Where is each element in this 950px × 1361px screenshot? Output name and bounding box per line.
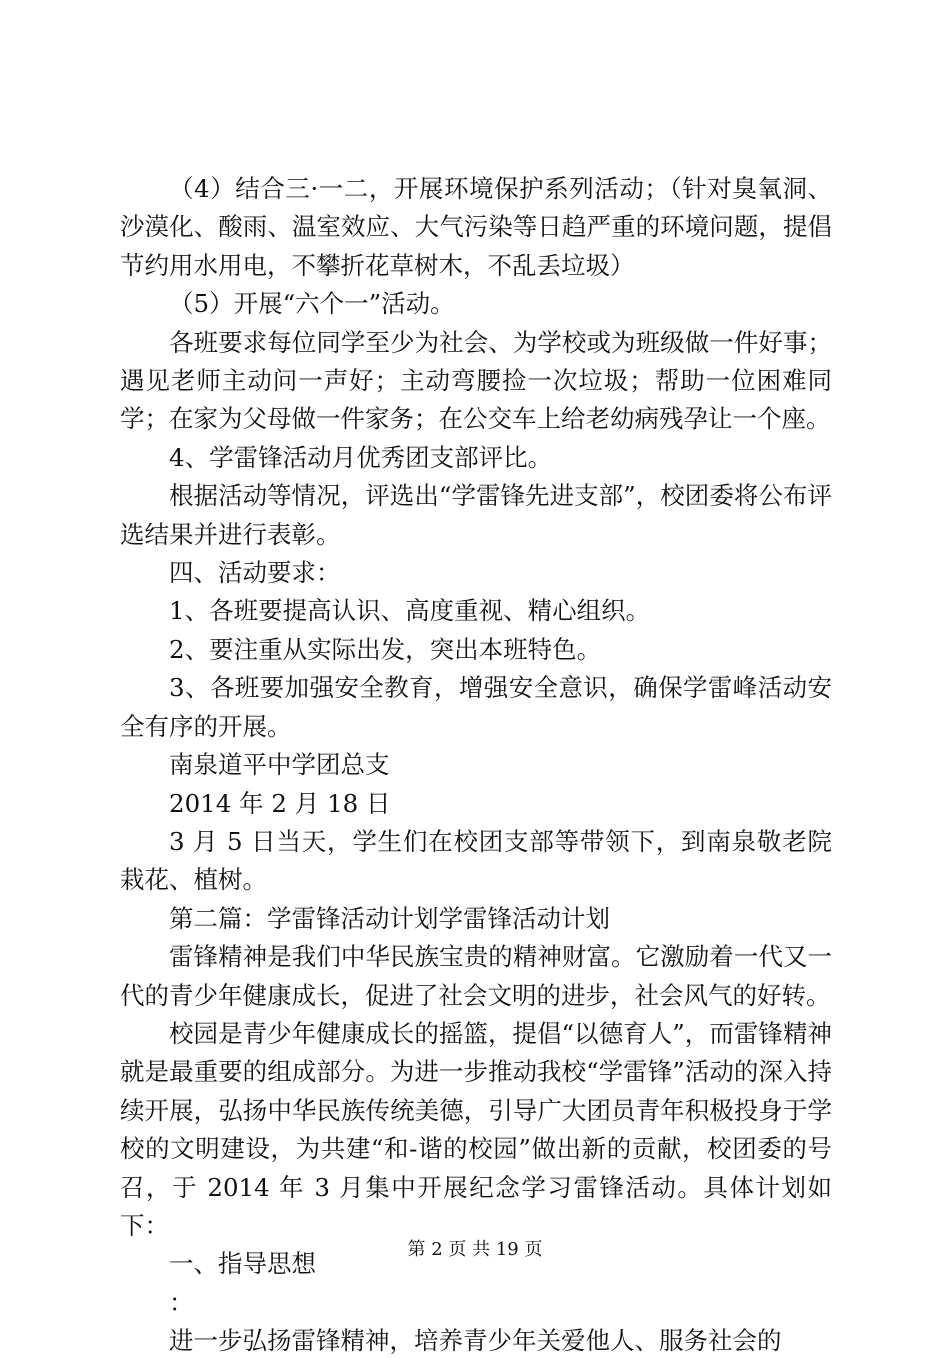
paragraph: 根据活动等情况，评选出“学雷锋先进支部”，校团委将公布评选结果并进行表彰。	[120, 481, 832, 549]
paragraph: 3、各班要加强安全教育，增强安全意识，确保学雷峰活动安全有序的开展。	[120, 673, 832, 741]
paragraph: 2、要注重从实际出发，突出本班特色。	[169, 634, 602, 664]
document-body	[120, 170, 832, 1361]
section-heading: 一、指导思想	[169, 1249, 316, 1279]
chapter-title: 第二篇：学雷锋活动计划学雷锋活动计划	[169, 903, 610, 933]
paragraph: 雷锋精神是我们中华民族宝贵的精神财富。它激励着一代又一代的青少年健康成长，促进了社会文明的进步，社会风气的好转。	[120, 942, 832, 1010]
section-heading: 四、活动要求：	[169, 558, 341, 588]
signature-date: 2014 年 2 月 18 日	[169, 788, 391, 818]
signature-org: 南泉道平中学团总支	[169, 750, 390, 780]
paragraph: 1、各班要提高认识、高度重视、精心组织。	[169, 596, 651, 626]
paragraph: （4）结合三·一二，开展环境保护系列活动；（针对臭氧洞、沙漠化、酸雨、温室效应、大气污染等日趋严重的环境问题，提倡节约用水用电，不攀折花草树木，不乱丢垃圾）	[120, 174, 832, 280]
paragraph: 校园是青少年健康成长的摇篮，提倡“以德育人”，而雷锋精神就是最重要的组成部分。为进一步推动我校“学雷锋”活动的深入持续开展，弘扬中华民族传统美德，引导广大团员青年积极投身于学校的文明建设，为共建“和-谐的校园”做出新的贡献，校团委的号召，于 2014 年 3 月集中开展纪念学习雷锋活动。具体计划如下：	[120, 1018, 832, 1240]
paragraph: （5）开展“六个一”活动。	[169, 289, 455, 319]
paragraph: 进一步弘扬雷锋精神，培养青少年关爱他人、服务社会的	[169, 1326, 782, 1356]
paragraph: 4、学雷锋活动月优秀团支部评比。	[169, 442, 553, 472]
paragraph: 各班要求每位同学至少为社会、为学校或为班级做一件好事；遇见老师主动问一声好；主动弯腰捡一次垃圾；帮助一位困难同学；在家为父母做一件家务；在公交车上给老幼病残孕让一个座。	[120, 327, 832, 434]
paragraph: 3 月 5 日当天，学生们在校团支部等带领下，到南泉敬老院栽花、植树。	[120, 826, 832, 895]
paragraph: ：	[169, 1287, 194, 1317]
page-footer	[0, 1238, 950, 1262]
page-number-label: 第 2 页 共 19 页	[407, 1239, 543, 1260]
